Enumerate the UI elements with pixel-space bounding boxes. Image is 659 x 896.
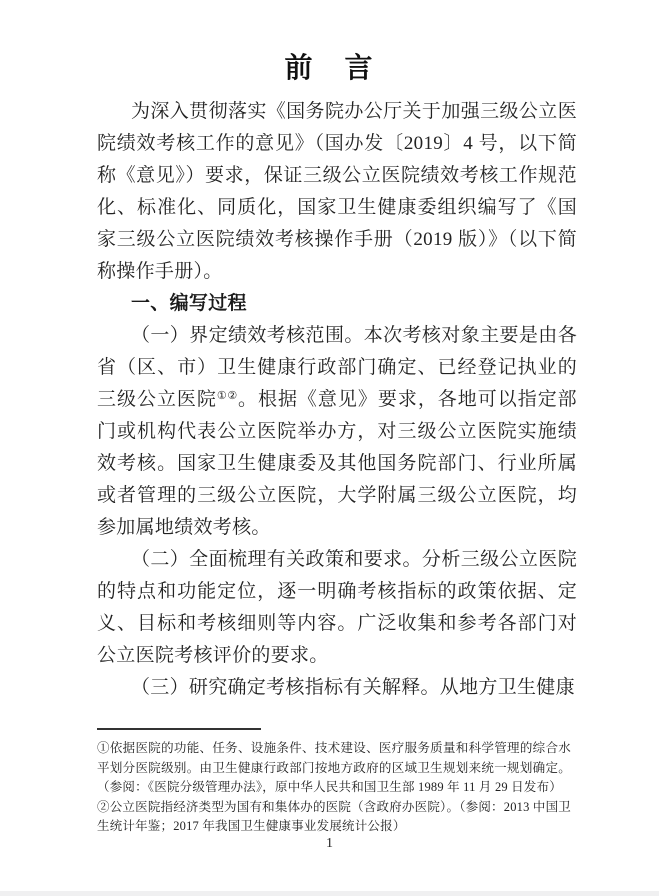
- body-paragraph: （一）界定绩效考核范围。本次考核对象主要是由各省（区、市）卫生健康行政部门确定、已经登记执业的三级公立医院①②。根据《意见》要求，各地可以指定部门或机构代表公立医院举办方，对三级公立医院实施绩效考核。国家卫生健康委及其他国务院部门、行业所属或者管理的三级公立医院，大学附属三级公立医院，均参加属地绩效考核。: [97, 325, 577, 538]
- body-paragraph: （三）研究确定考核指标有关解释。从地方卫生健康: [131, 677, 575, 698]
- footnote-divider: [97, 728, 261, 730]
- body-paragraph: 为深入贯彻落实《国务院办公厅关于加强三级公立医院绩效考核工作的意见》（国办发〔2019〕4 号，以下简称《意见》）要求，保证三级公立医院绩效考核工作规范化、标准化、同质化，国家卫生健康委组织编写了《国家三级公立医院绩效考核操作手册（2019 版）》（以下简称操作手册）。: [97, 101, 577, 282]
- viewer-edge-strip: [0, 891, 659, 896]
- footnote-section: [97, 728, 571, 837]
- page-title: 前 言: [284, 53, 375, 84]
- footnote-item: ②公立医院指经济类型为国有和集体办的医院（含政府办医院）。（参阅：2013 中国卫生统计年鉴；2017 年我国卫生健康事业发展统计公报）: [97, 799, 571, 833]
- document-body: [97, 96, 577, 704]
- page-number: 1: [326, 836, 333, 851]
- section-heading: 一、编写过程: [131, 293, 247, 314]
- footnote-item: ①依据医院的功能、任务、设施条件、技术建设、医疗服务质量和科学管理的综合水平划分医院级别。由卫生健康行政部门按地方政府的区域卫生规划来统一规划确定。（参阅：《医院分级管理办法》，原中华人民共和国卫生部 1989 年 11 月 29 日发布）: [97, 741, 571, 794]
- body-paragraph: （二）全面梳理有关政策和要求。分析三级公立医院的特点和功能定位，逐一明确考核指标的政策依据、定义、目标和考核细则等内容。广泛收集和参考各部门对公立医院考核评价的要求。: [97, 549, 577, 666]
- footnote-list: [97, 739, 571, 837]
